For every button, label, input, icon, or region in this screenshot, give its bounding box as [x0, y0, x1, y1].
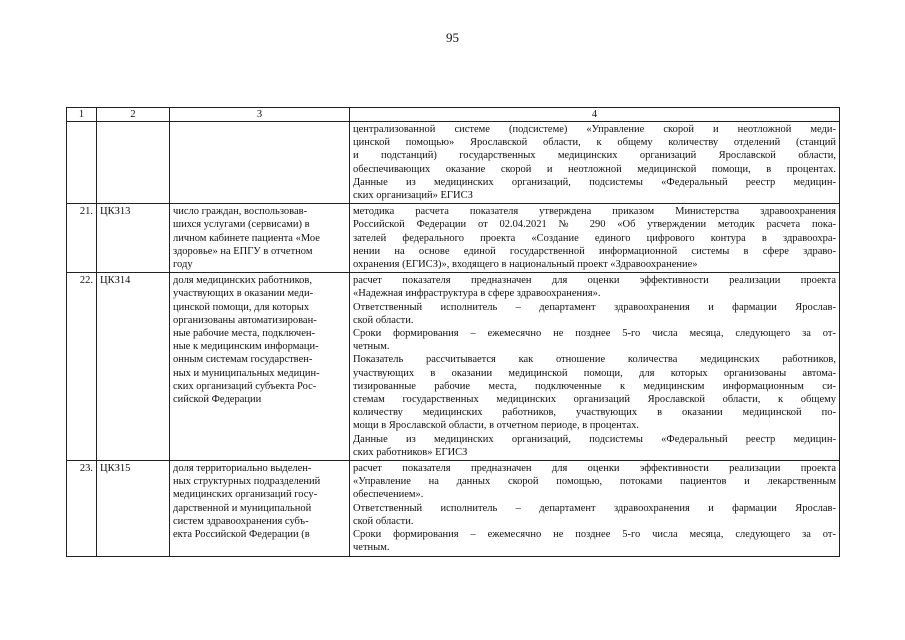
- text-line: онным системам государствен-: [173, 354, 313, 366]
- table-row-continuation: [67, 122, 840, 204]
- text-line: Ответственный исполнитель – департамент здравоохранения и фармации Ярослав-: [353, 502, 836, 514]
- text-line: Данные из медицинских организаций, подсистемы «Федеральный реестр медицин-: [353, 433, 836, 445]
- text-line: ных и муниципальных медицин-: [173, 367, 320, 379]
- text-line: и подстанций) государственных медицинских организаций Ярославской области,: [353, 150, 836, 162]
- text-line: дарственной и муниципальной: [173, 502, 312, 514]
- text-line: медицинских организаций госу-: [173, 489, 318, 501]
- text-line: четным.: [353, 542, 390, 554]
- text-line: мощи в Ярославской области, в отчетном периоде, в процентах.: [353, 420, 640, 432]
- text-line: ских организаций» ЕГИСЗ: [353, 190, 473, 202]
- text-line: систем здравоохранения субъ-: [173, 515, 309, 527]
- text-line: зателей федерального проекта «Создание единого цифрового контура в здравоохра-: [353, 232, 836, 244]
- row-code: ЦКЗ15: [97, 461, 170, 556]
- text-line: расчет показателя предназначен для оценки эффективности реализации проекта: [353, 463, 836, 475]
- table-row: [67, 461, 840, 556]
- text-line: сийской Федерации: [173, 394, 262, 406]
- text-line: участвующих в оказании медицинской помощи, для которых организованы автома-: [353, 367, 836, 379]
- description-cell: [350, 204, 840, 273]
- text-line: ских работников» ЕГИСЗ: [353, 446, 468, 458]
- text-line: доля медицинских работников,: [173, 275, 312, 287]
- description-cell: [350, 122, 840, 204]
- indicator-cell: [170, 461, 350, 556]
- text-line: ских организаций субъекта Рос-: [173, 380, 317, 392]
- indicator-cell: [170, 122, 350, 204]
- text-line: участвующих в оказании меди-: [173, 288, 314, 300]
- text-line: количеству медицинских работников, участвующих в оказании медицинской по-: [353, 407, 836, 419]
- text-line: четным.: [353, 341, 390, 353]
- text-line: Сроки формирования – ежемесячно не позднее 5-го числа месяца, следующего за от-: [353, 529, 836, 541]
- description-cell: [350, 461, 840, 556]
- row-code: ЦКЗ14: [97, 273, 170, 461]
- text-line: ской области.: [353, 515, 414, 527]
- text-line: здоровье» на ЕПГУ в отчетном: [173, 245, 313, 257]
- text-line: централизованной системе (подсистеме) «Управление скорой и неотложной меди-: [353, 124, 836, 135]
- code-cell: [97, 122, 170, 204]
- row-number: 23.: [67, 461, 97, 556]
- header-cell-2: 2: [97, 108, 170, 122]
- description-cell: [350, 273, 840, 461]
- text-line: Сроки формирования – ежемесячно не позднее 5-го числа месяца, следующего за от-: [353, 328, 836, 340]
- text-line: обеспечением».: [353, 489, 424, 501]
- indicator-cell: [170, 273, 350, 461]
- text-line: шихся услугами (сервисами) в: [173, 219, 310, 231]
- header-cell-4: 4: [350, 108, 840, 122]
- text-line: тизированные рабочие места, подключенные к медицинским информационным си-: [353, 380, 836, 392]
- indicator-cell: [170, 204, 350, 273]
- text-line: цинской помощи, для которых: [173, 301, 310, 313]
- text-line: личном кабинете пациента «Мое: [173, 232, 320, 244]
- text-line: ные к медицинским информаци-: [173, 341, 319, 353]
- text-line: екта Российской Федерации (в: [173, 529, 310, 541]
- text-line: методика расчета показателя утверждена приказом Министерства здравоохранения: [353, 206, 836, 218]
- text-line: Ответственный исполнитель – департамент здравоохранения и фармации Ярослав-: [353, 301, 836, 313]
- text-line: году: [173, 259, 193, 271]
- text-line: ской области.: [353, 314, 414, 326]
- text-line: стемам государственных медицинских организаций Ярославской области, к общему: [353, 394, 836, 406]
- table-header-row: [67, 108, 840, 122]
- text-line: нении на основе единой государственной информационной системы в сфере здраво-: [353, 245, 836, 257]
- row-number: 21.: [67, 204, 97, 273]
- text-line: Данные из медицинских организаций, подсистемы «Федеральный реестр медицин-: [353, 176, 836, 188]
- header-cell-3: 3: [170, 108, 350, 122]
- page-number: 95: [446, 30, 459, 45]
- text-line: обеспечивающих оказание скорой и неотложной медицинской помощи, в процентах.: [353, 163, 836, 175]
- text-line: охранения (ЕГИСЗ)», входящего в национальный проект «Здравоохранение»: [353, 259, 698, 271]
- text-line: ные рабочие места, подключен-: [173, 328, 315, 340]
- row-code: ЦКЗ13: [97, 204, 170, 273]
- text-line: организованы автоматизирован-: [173, 314, 317, 326]
- row-number: 22.: [67, 273, 97, 461]
- text-line: «Надежная инфраструктура в сфере здравоохранения».: [353, 288, 601, 300]
- text-line: Российской Федерации от 02.04.2021 № 290 «Об утверждении методик расчета пока-: [353, 219, 836, 231]
- text-line: Показатель рассчитывается как отношение количества медицинских работников,: [353, 354, 836, 366]
- text-line: цинской помощью» Ярославской области, к общему количеству отделений (станций: [353, 137, 836, 149]
- text-line: доля территориально выделен-: [173, 463, 312, 475]
- text-line: ных структурных подразделений: [173, 476, 321, 488]
- indicator-table: [66, 107, 840, 557]
- text-line: «Управление на данных скорой помощью, потоками пациентов и лекарственным: [353, 476, 836, 488]
- num-cell: [67, 122, 97, 204]
- table-row: [67, 273, 840, 461]
- text-line: расчет показателя предназначен для оценки эффективности реализации проекта: [353, 275, 836, 287]
- table-row: [67, 204, 840, 273]
- header-cell-1: 1: [67, 108, 97, 122]
- text-line: число граждан, воспользовав-: [173, 206, 308, 218]
